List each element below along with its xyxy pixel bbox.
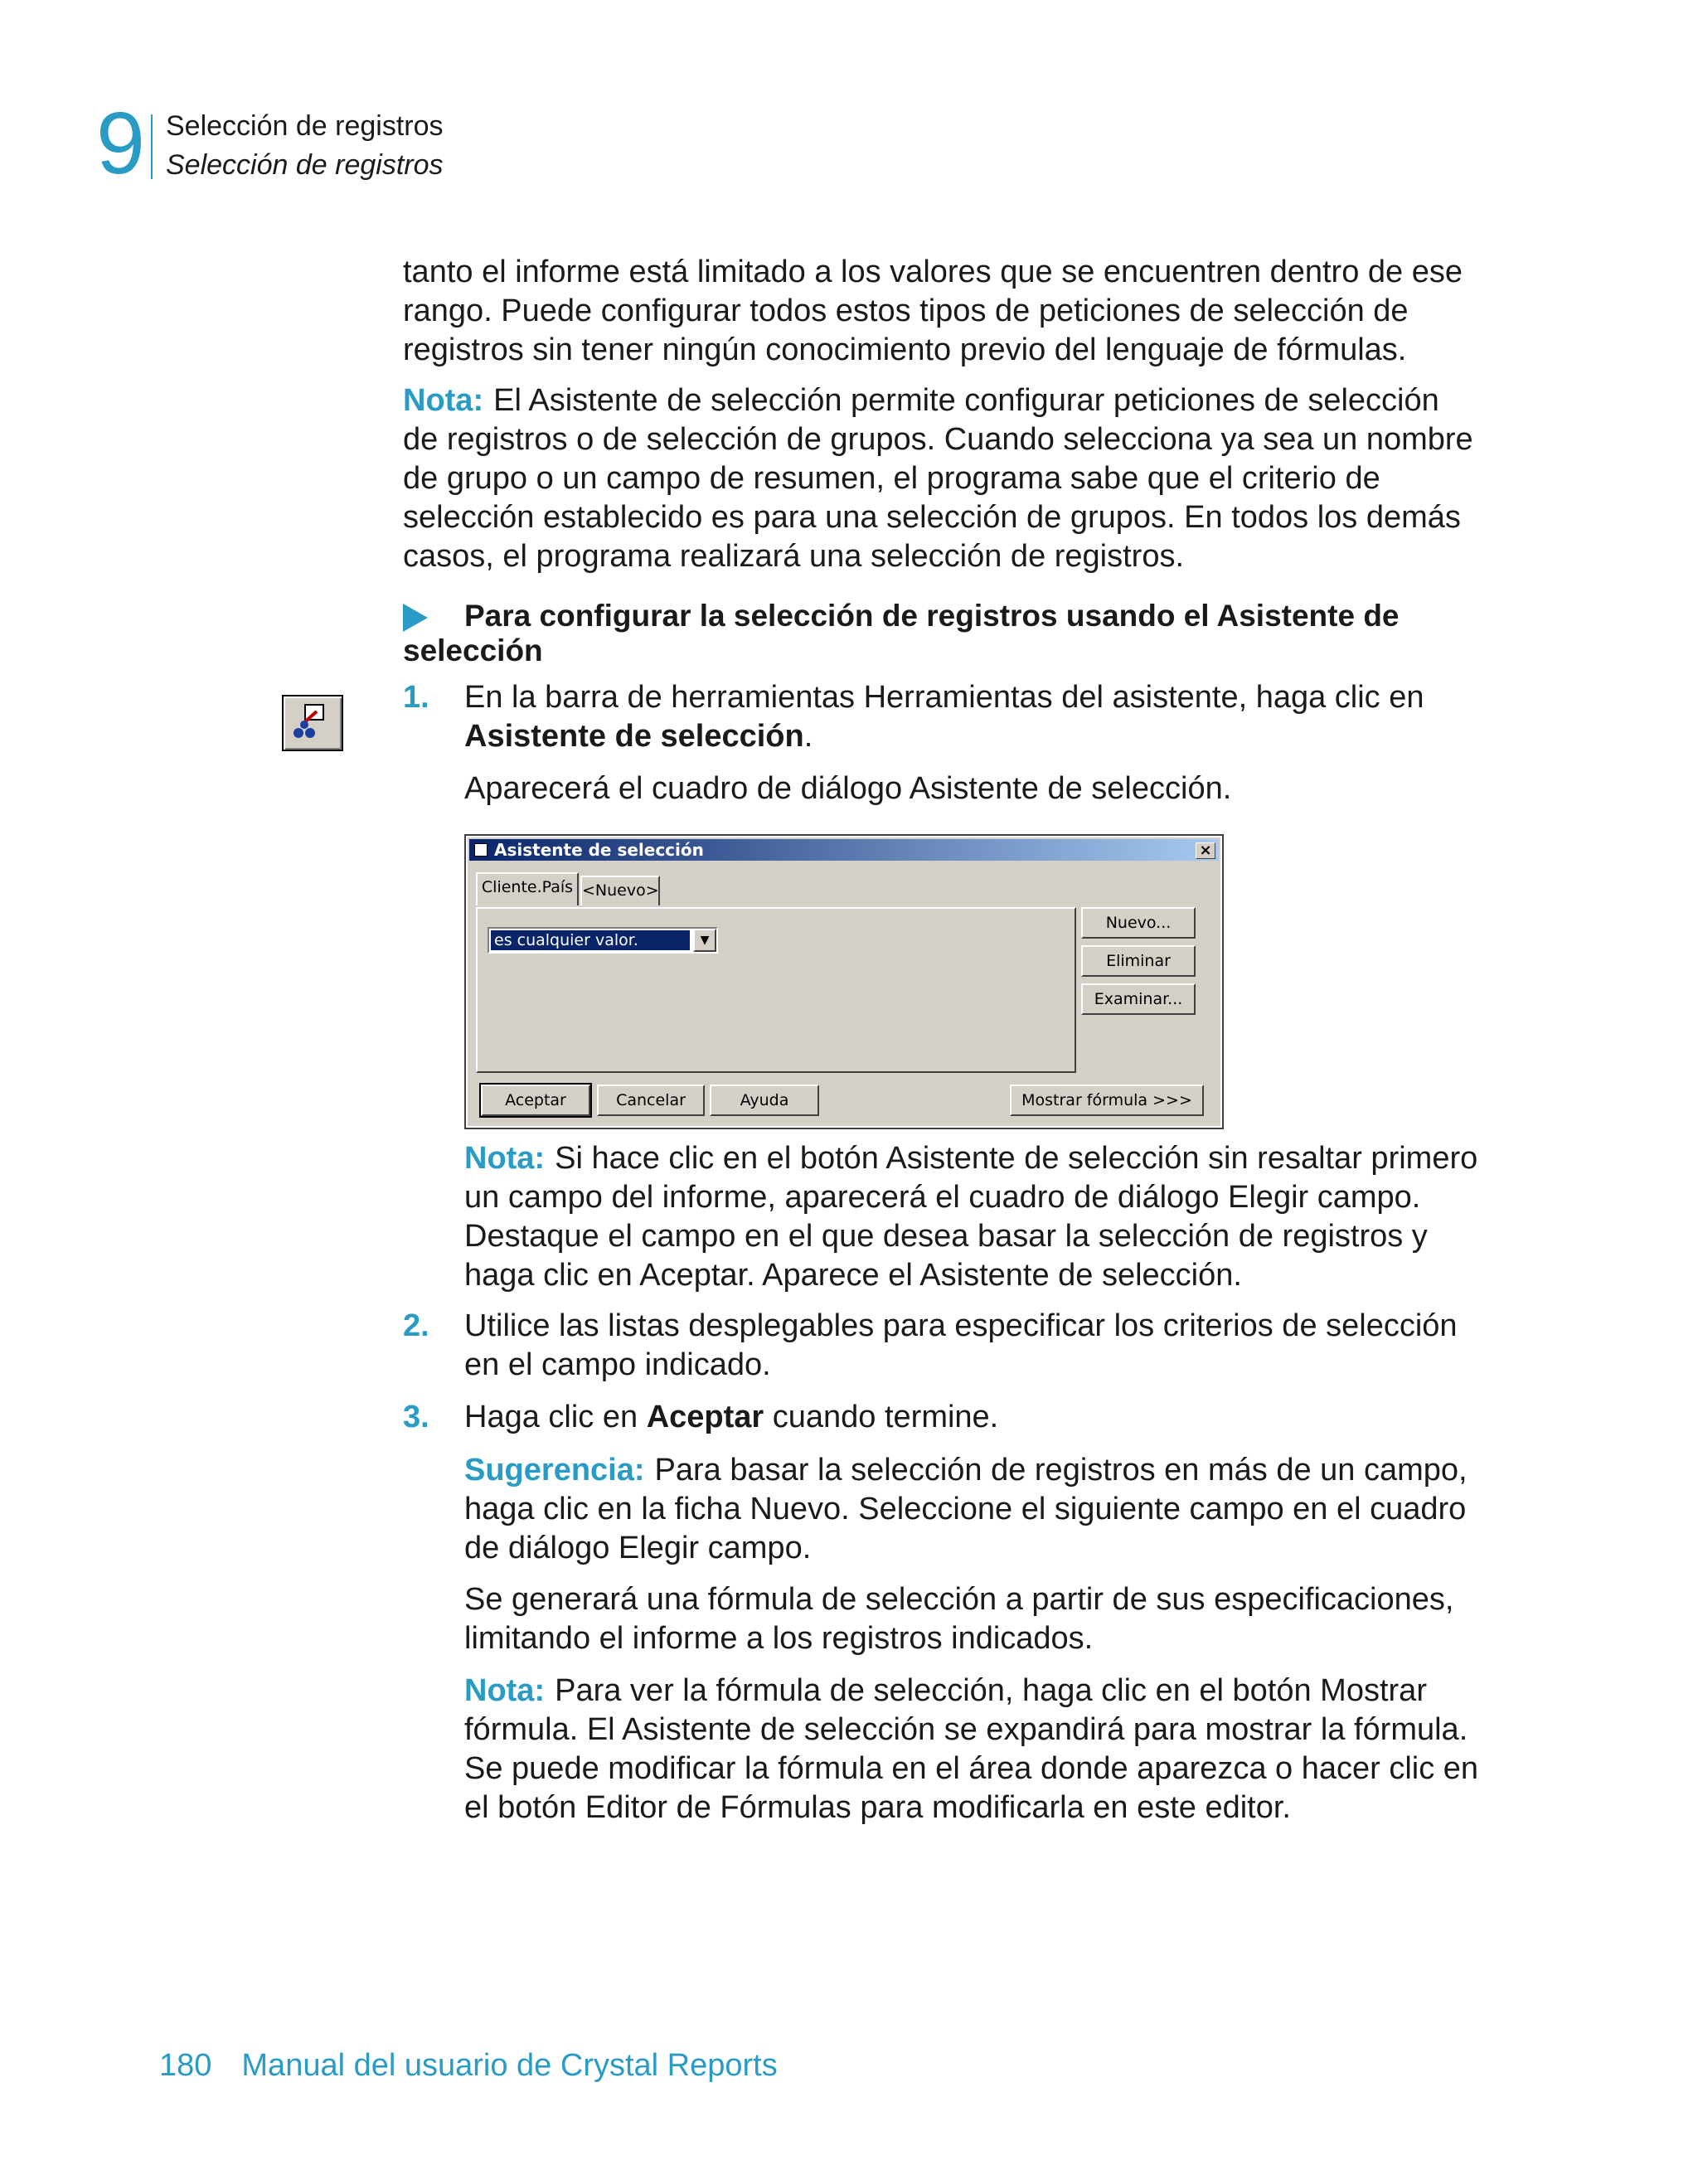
text-line: de grupo o un campo de resumen, el programa sabe que el criterio de	[403, 461, 1380, 496]
text-line: En la barra de herramientas Herramientas del asistente, haga clic en	[464, 680, 1424, 715]
text-line: haga clic en la ficha Nuevo. Seleccione el siguiente campo en el cuadro	[464, 1492, 1467, 1526]
text-line: de registros o de selección de grupos. Cuando selecciona ya sea un nombre	[403, 422, 1473, 457]
step-number: 2.	[403, 1308, 429, 1343]
page-footer	[159, 2048, 778, 2084]
nuevo-button[interactable]: Nuevo...	[1081, 907, 1196, 939]
text-after: cuando termine.	[772, 1400, 999, 1434]
examinar-button[interactable]: Examinar...	[1081, 983, 1196, 1015]
note-1	[403, 381, 1473, 576]
text-line: Para ver la fórmula de selección, haga clic en el botón Mostrar	[555, 1673, 1427, 1708]
text-line: en el campo indicado.	[464, 1347, 771, 1382]
text-line: Para basar la selección de registros en más de un campo,	[654, 1453, 1468, 1488]
note-2	[464, 1139, 1477, 1295]
text-line: Utilice las listas desplegables para especificar los criterios de selección	[464, 1308, 1458, 1343]
note-label: Nota:	[403, 383, 484, 418]
text-line: el botón Editor de Fórmulas para modificarla en este editor.	[464, 1790, 1291, 1825]
dialog-title: Asistente de selección	[494, 840, 704, 860]
header-divider	[151, 114, 153, 179]
aceptar-button[interactable]: Aceptar	[481, 1085, 590, 1116]
cancelar-button[interactable]: Cancelar	[597, 1085, 705, 1116]
dialog-titlebar[interactable]	[469, 839, 1219, 861]
procedure-heading-line2: selección	[403, 633, 543, 667]
text-line: Se puede modificar la fórmula en el área donde aparezca o hacer clic en	[464, 1751, 1479, 1786]
tab-cliente-pais[interactable]: Cliente.País	[476, 872, 579, 905]
step-number: 3.	[403, 1400, 429, 1434]
criteria-dropdown[interactable]	[488, 927, 718, 954]
note-label: Nota:	[464, 1673, 546, 1708]
step-1-result: Aparecerá el cuadro de diálogo Asistente de selección.	[464, 771, 1232, 806]
text-line: El Asistente de selección permite configurar peticiones de selección	[493, 383, 1439, 418]
text-line: de diálogo Elegir campo.	[464, 1531, 812, 1565]
ayuda-button[interactable]: Ayuda	[710, 1085, 819, 1116]
intro-paragraph	[403, 253, 1463, 370]
text-bold: Aceptar	[646, 1400, 764, 1434]
text-line: selección establecido es para una selección de grupos. En todos los demás	[403, 500, 1461, 535]
footer-title: Manual del usuario de Crystal Reports	[241, 2048, 778, 2083]
page-number: 180	[159, 2048, 212, 2083]
text-line: fórmula. El Asistente de selección se expandirá para mostrar la fórmula.	[464, 1712, 1468, 1747]
text-line: Destaque el campo en el que desea basar la selección de registros y	[464, 1219, 1428, 1254]
step-number: 1.	[403, 680, 429, 715]
step-3-text	[464, 1398, 998, 1437]
text-line: Si hace clic en el botón Asistente de selección sin resaltar primero	[555, 1141, 1478, 1176]
text-line: un campo del informe, aparecerá el cuadro de diálogo Elegir campo.	[464, 1180, 1421, 1215]
triangle-bullet-icon	[403, 604, 428, 632]
text-line: casos, el programa realizará una selección de registros.	[403, 539, 1185, 574]
text-line: rango. Puede configurar todos estos tipos de peticiones de selección de	[403, 294, 1409, 328]
dropdown-selected-value: es cualquier valor.	[491, 930, 690, 950]
text-end: .	[803, 719, 813, 754]
note-3	[464, 1672, 1478, 1827]
header-subsection: Selección de registros	[166, 149, 444, 181]
tip-label: Sugerencia:	[464, 1453, 645, 1488]
tip	[464, 1451, 1468, 1568]
procedure-heading-line1: Para configurar la selección de registros usando el Asistente de	[464, 599, 1400, 633]
text-line: tanto el informe está limitado a los valores que se encuentren dentro de ese	[403, 255, 1463, 289]
step-2-text	[464, 1307, 1458, 1385]
text-line: Se generará una fórmula de selección a partir de sus especificaciones,	[464, 1582, 1454, 1617]
text-bold: Asistente de selección	[464, 719, 804, 754]
tab-nuevo[interactable]: <Nuevo>	[580, 876, 660, 905]
text-line: limitando el informe a los registros indicados.	[464, 1621, 1094, 1656]
chevron-down-icon[interactable]: ▼	[693, 929, 716, 952]
text-line: registros sin tener ningún conocimiento previo del lenguaje de fórmulas.	[403, 332, 1407, 367]
select-expert-toolbar-icon	[282, 695, 343, 751]
text-line: haga clic en Aceptar. Aparece el Asistente de selección.	[464, 1258, 1242, 1293]
select-expert-icon	[284, 696, 342, 750]
mostrar-formula-button[interactable]: Mostrar fórmula >>>	[1010, 1085, 1204, 1116]
close-button[interactable]: ×	[1196, 842, 1215, 859]
chapter-number: 9	[96, 95, 145, 192]
select-expert-dialog	[466, 836, 1222, 1128]
result-paragraph	[464, 1580, 1453, 1658]
eliminar-button[interactable]: Eliminar	[1081, 945, 1196, 977]
window-icon	[474, 843, 488, 857]
text-before: Haga clic en	[464, 1400, 638, 1434]
note-label: Nota:	[464, 1141, 546, 1176]
step-1-text	[464, 678, 1424, 756]
header-section: Selección de registros	[166, 110, 444, 142]
